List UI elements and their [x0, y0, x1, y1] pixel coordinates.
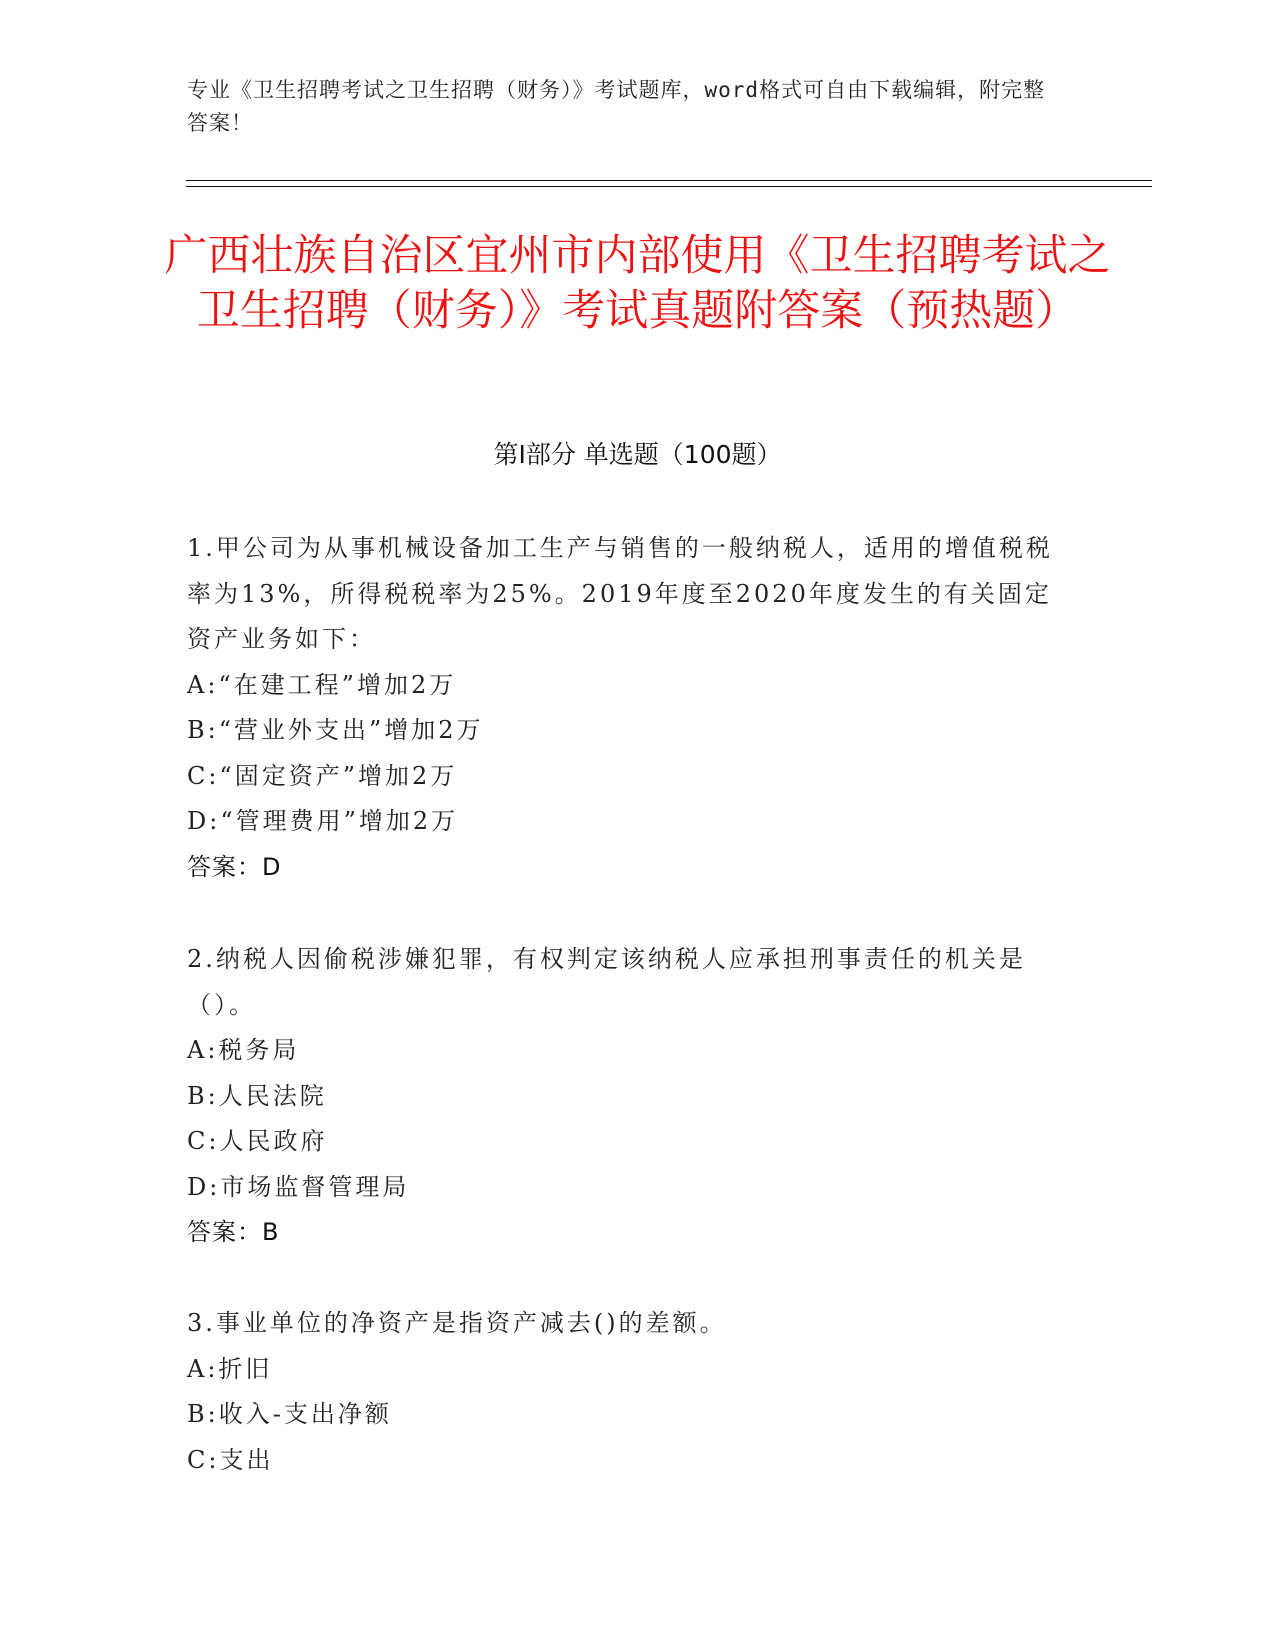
option-b: B:“营业外支出”增加2万 — [187, 716, 484, 744]
option-a: A:税务局 — [187, 1036, 300, 1064]
option-d: D:“管理费用”增加2万 — [187, 807, 459, 835]
question-stem: 2.纳税人因偷税涉嫌犯罪，有权判定该纳税人应承担刑事责任的机关是（）。 — [187, 945, 1026, 1019]
answer: 答案：B — [187, 1218, 280, 1246]
header-divider-top — [186, 180, 1152, 181]
option-b: B:人民法院 — [187, 1081, 327, 1110]
option-c: C:支出 — [187, 1445, 274, 1474]
document-header-note: 专业《卫生招聘考试之卫生招聘（财务）》考试题库，word格式可自由下载编辑，附完整答案！ — [187, 78, 1046, 135]
header-divider-bottom — [186, 186, 1152, 187]
question-stem: 1.甲公司为从事机械设备加工生产与销售的一般纳税人，适用的增值税税率为13%，所得税税率为25%。2019年度至2020年度发生的有关固定资产业务如下： — [187, 534, 1053, 653]
question-1 — [187, 526, 1067, 890]
option-c: C:“固定资产”增加2万 — [187, 761, 458, 790]
document-title: 广西壮族自治区宜州市内部使用《卫生招聘考试之卫生招聘（财务）》考试真题附答案（预热题） — [164, 231, 1111, 336]
option-b: B:收入-支出净额 — [187, 1400, 392, 1428]
option-a: A:“在建工程”增加2万 — [187, 670, 457, 699]
question-3 — [187, 1301, 1067, 1483]
option-c: C:人民政府 — [187, 1127, 328, 1155]
question-2 — [187, 937, 1067, 1256]
question-stem: 3.事业单位的净资产是指资产减去()的差额。 — [187, 1309, 727, 1337]
option-d: D:市场监督管理局 — [187, 1172, 410, 1201]
answer: 答案：D — [187, 852, 282, 881]
option-a: A:折旧 — [187, 1354, 273, 1383]
section-title: 第Ⅰ部分 单选题（100题） — [493, 440, 782, 469]
